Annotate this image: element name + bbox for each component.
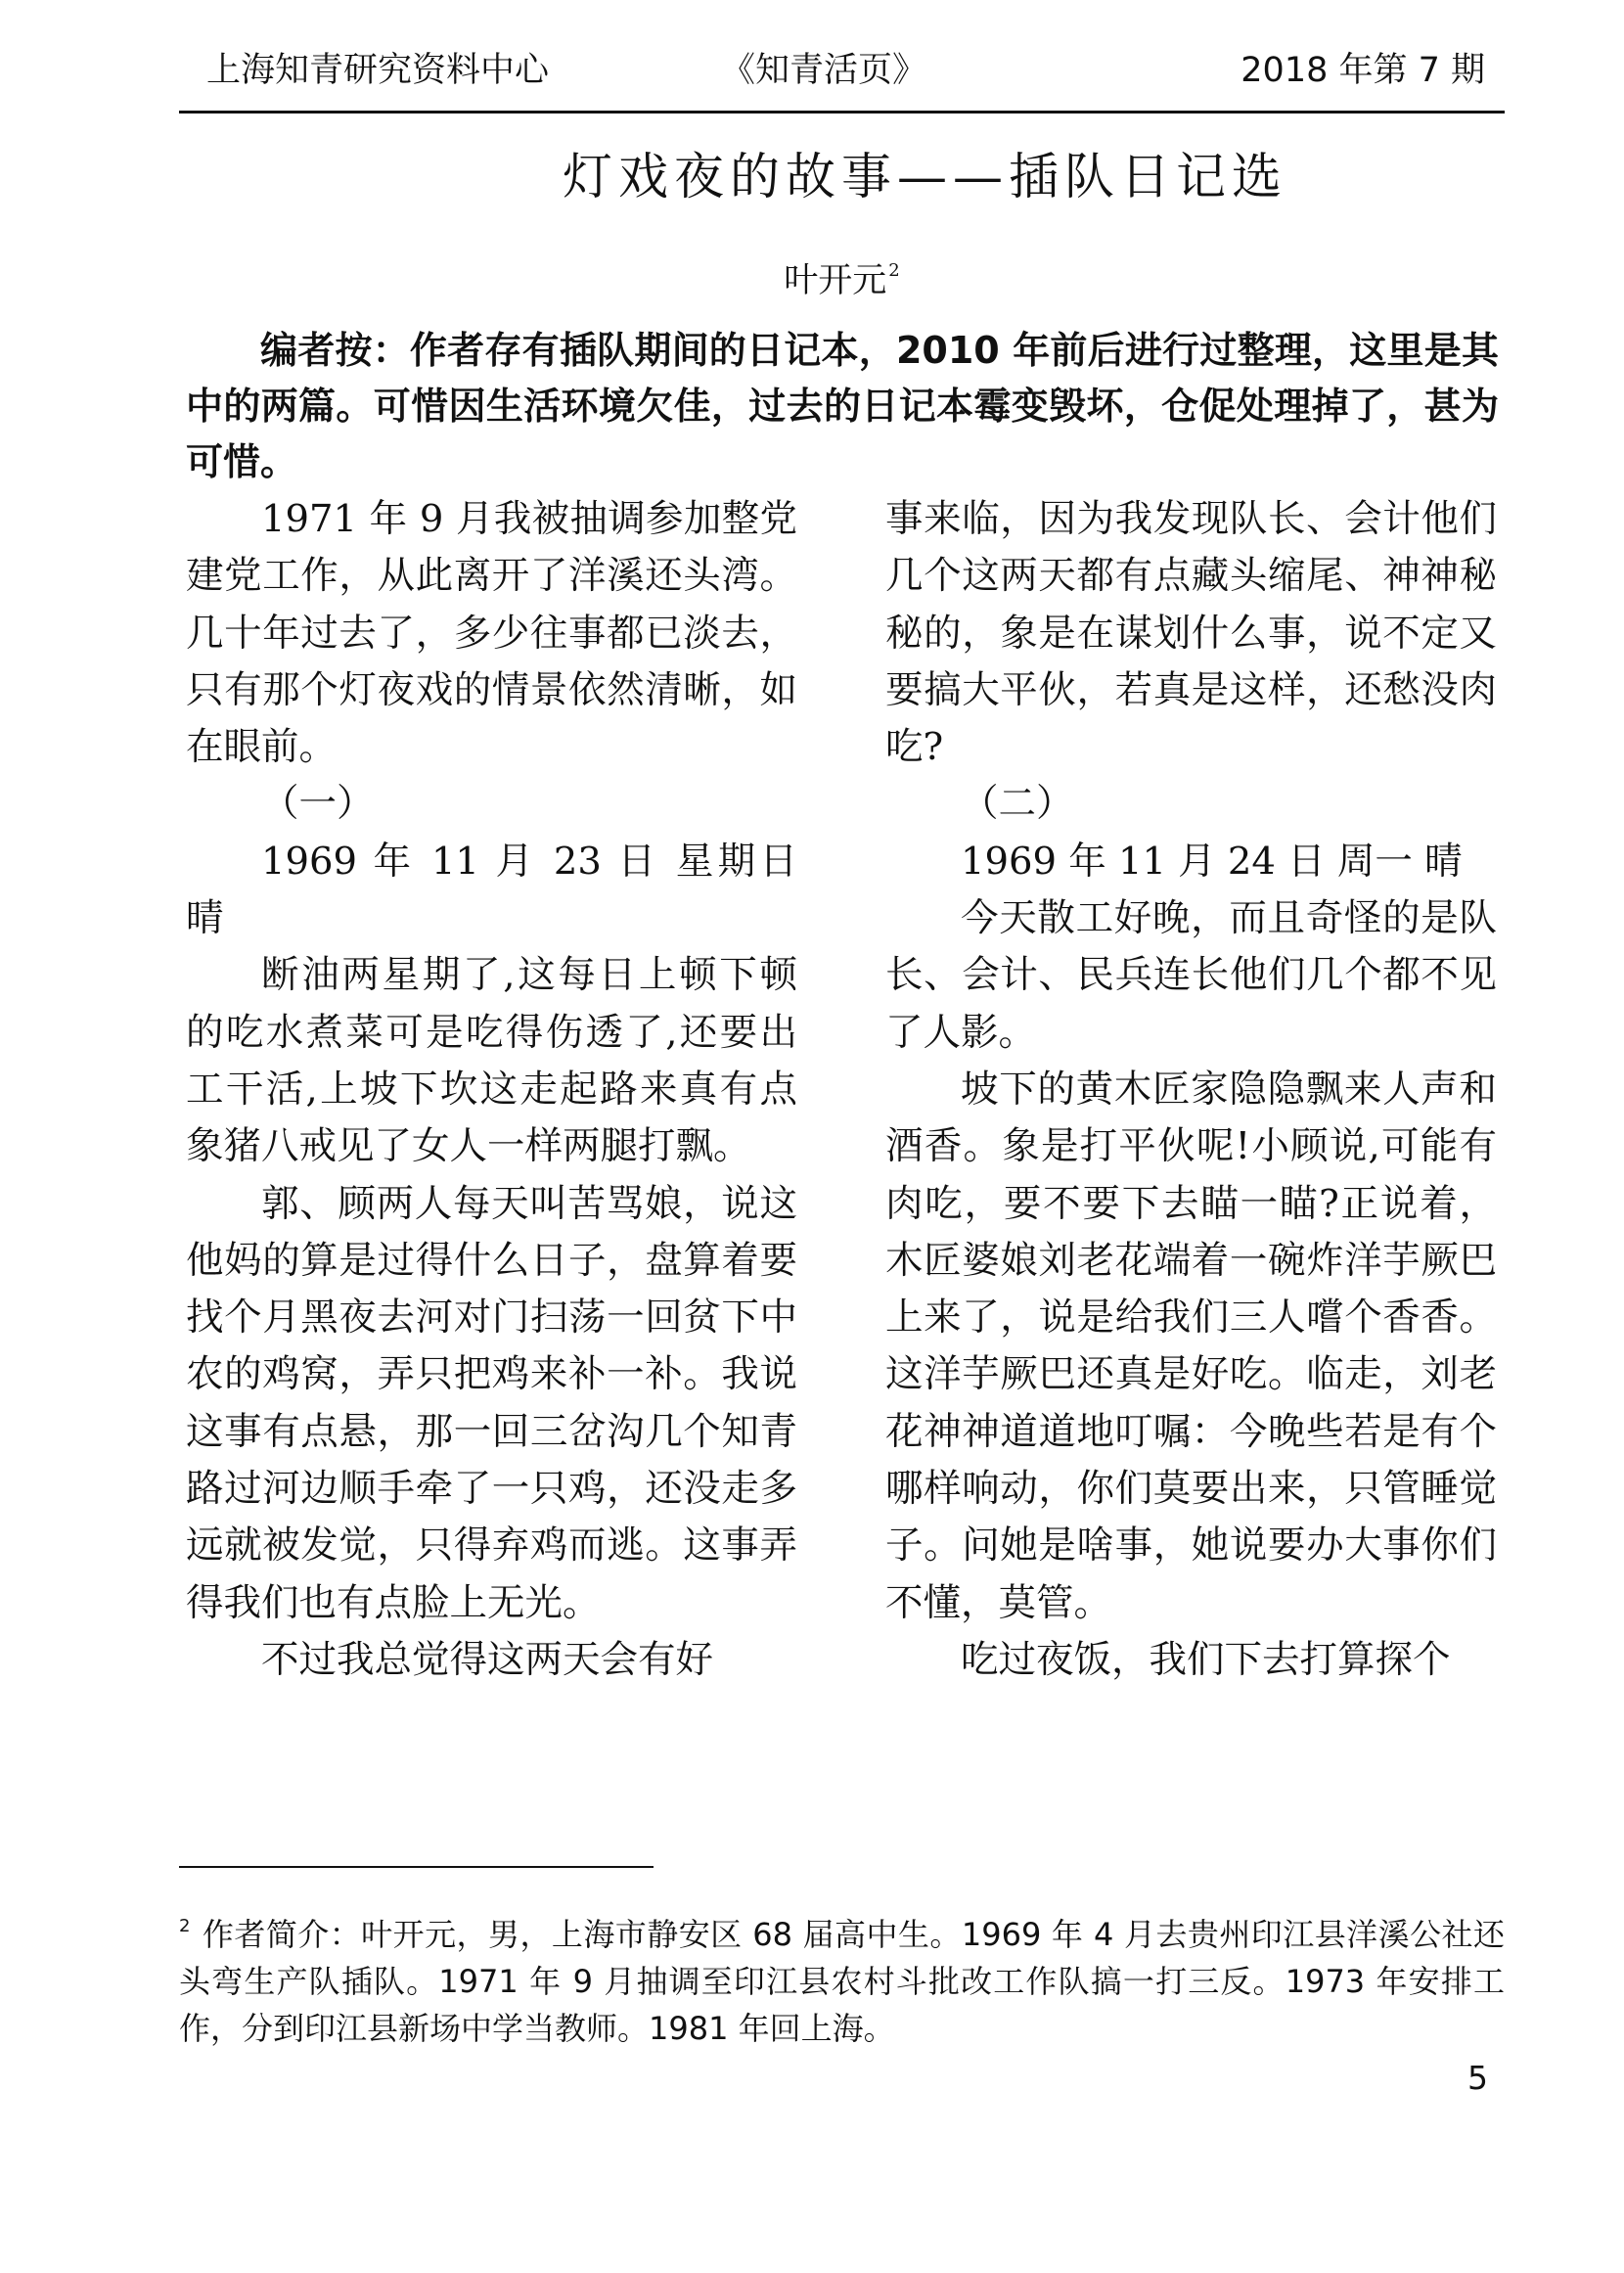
article-title	[179, 149, 1505, 207]
editor-note	[186, 323, 1499, 490]
paragraph: 断油两星期了,这每日上顿下顿的吃水煮菜可是吃得伤透了,还要出工干活,上坡下坎这走起路来真有点象猪八戒见了女人一样两腿打飘。	[186, 953, 797, 1169]
article-title-text: 灯戏夜的故事——插队日记选	[562, 149, 1287, 206]
header-publication: 《知青活页》	[721, 51, 927, 90]
paragraph-continued: 事来临，因为我发现队长、会计他们几个这两天都有点藏头缩尾、神神秘秘的，象是在谋划什么事，说不定又要搞大平伙，若真是这样，还愁没肉吃?	[885, 497, 1497, 770]
footnote-text: 作者简介：叶开元，男，上海市静安区 68 届高中生。1969 年 4 月去贵州印江县洋溪公社还头弯生产队插队。1971 年 9 月抽调至印江县农村斗批改工作队搞一打三反。1973 年安排工作，分到印江县新场中学当教师。1981 年回上海。	[179, 1916, 1505, 2047]
paragraph: 不过我总觉得这两天会有好	[261, 1637, 714, 1682]
editor-note-text: 编者按：作者存有插队期间的日记本，2010 年前后进行过整理，这里是其中的两篇。可惜因生活环境欠佳，过去的日记本霉变毁坏，仓促处理掉了，甚为可惜。	[186, 329, 1499, 483]
right-column	[885, 491, 1497, 1689]
section2-heading: （二）	[961, 782, 1074, 827]
footnote-divider	[179, 1866, 654, 1868]
left-column	[186, 491, 797, 1689]
footnote-mark: 2	[179, 1916, 191, 1936]
running-header	[179, 39, 1505, 114]
author-name: 叶开元	[784, 261, 887, 300]
section1-date: 1969 年 11 月 23 日 星期日 晴	[186, 839, 797, 941]
author-footnote-mark: 2	[888, 260, 900, 281]
paragraph: 今天散工好晚，而且奇怪的是队长、会计、民兵连长他们几个都不见了人影。	[885, 896, 1497, 1055]
intro-paragraph: 1971 年 9 月我被抽调参加整党建党工作，从此离开了洋溪还头湾。几十年过去了，多少往事都已淡去，只有那个灯夜戏的情景依然清晰，如在眼前。	[186, 497, 797, 770]
footnote	[179, 1903, 1505, 2052]
header-publisher: 上海知青研究资料中心	[206, 51, 550, 90]
header-issue: 2018 年第 7 期	[1241, 51, 1485, 90]
page-number: 5	[1467, 2059, 1488, 2097]
section2-date: 1969 年 11 月 24 日 周一 晴	[961, 839, 1463, 884]
paragraph: 郭、顾两人每天叫苦骂娘，说这他妈的算是过得什么日子，盘算着要找个月黑夜去河对门扫荡一回贫下中农的鸡窝，弄只把鸡来补一补。我说这事有点悬，那一回三岔沟几个知青路过河边顺手牵了一只鸡，还没走多远就被发觉，只得弃鸡而逃。这事弄得我们也有点脸上无光。	[186, 1181, 797, 1625]
author-line	[179, 250, 1505, 302]
section1-heading: （一）	[261, 782, 375, 827]
paragraph: 吃过夜饭，我们下去打算探个	[961, 1637, 1451, 1682]
paragraph: 坡下的黄木匠家隐隐飘来人声和酒香。象是打平伙呢!小顾说,可能有肉吃，要不要下去瞄一瞄?正说着，木匠婆娘刘老花端着一碗炸洋芋厥巴上来了，说是给我们三人嚐个香香。这洋芋厥巴还真是好吃。临走，刘老花神神道道地叮嘱：今晚些若是有个哪样响动，你们莫要出来，只管睡觉子。问她是啥事，她说要办大事你们不懂，莫管。	[885, 1067, 1497, 1625]
